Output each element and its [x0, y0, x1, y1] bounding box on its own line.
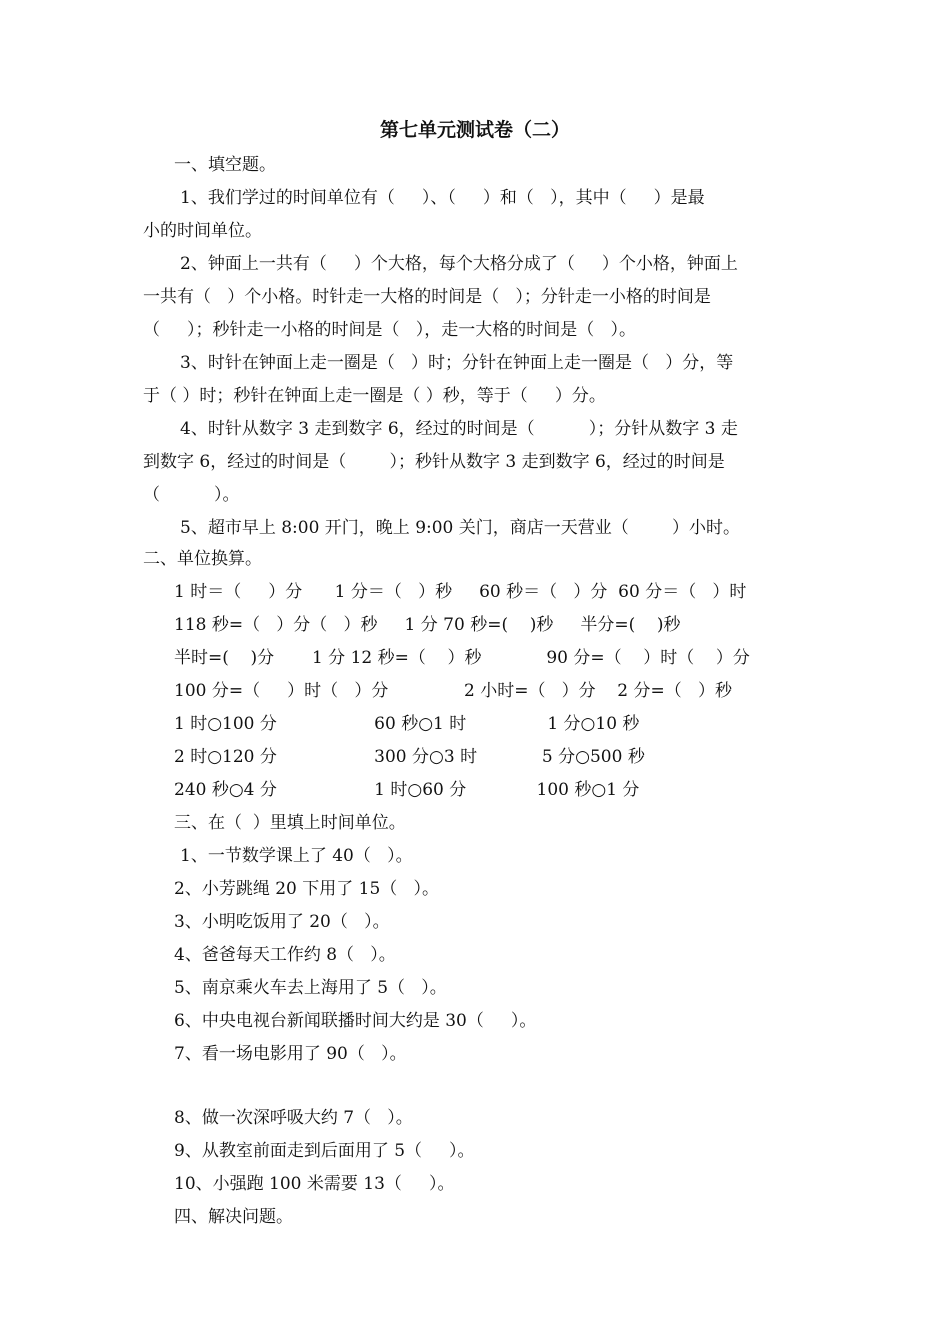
section3-item-5: 5、南京乘火车去上海用了 5（ ）。 [174, 978, 447, 998]
section4-heading: 四、解决问题。 [174, 1207, 293, 1227]
section3-item-9: 9、从教室前面走到后面用了 5（ ）。 [174, 1141, 475, 1161]
section3-heading: 三、在（ ）里填上时间单位。 [174, 813, 406, 833]
section2-line-7: 240 秒○4 分 1 时○60 分 100 秒○1 分 [174, 780, 640, 800]
section2-heading: 二、单位换算。 [143, 549, 262, 569]
section1-line-2: 小的时间单位。 [143, 221, 262, 241]
section1-line-3: 2、钟面上一共有（ ）个大格，每个大格分成了（ ）个小格，钟面上 [180, 254, 738, 274]
section2-line-5: 1 时○100 分 60 秒○1 时 1 分○10 秒 [174, 714, 640, 734]
section3-item-4: 4、爸爸每天工作约 8（ ）。 [174, 945, 396, 965]
section3-item-10: 10、小强跑 100 米需要 13（ ）。 [174, 1174, 455, 1194]
section1-line-10: （ ）。 [143, 485, 240, 505]
section1-line-11: 5、超市早上 8:00 开门，晚上 9:00 关门，商店一天营业（ ）小时。 [180, 518, 741, 538]
section2-line-1: 1 时＝（ ）分 1 分＝（ ）秒 60 秒＝（ ）分 60 分＝（ ）时 [174, 582, 747, 602]
section3-item-2: 2、小芳跳绳 20 下用了 15（ ）。 [174, 879, 440, 899]
page-title: 第七单元测试卷（二） [379, 119, 570, 141]
section3-item-7: 7、看一场电影用了 90（ ）。 [174, 1044, 407, 1064]
section1-line-4: 一共有（ ）个小格。时针走一大格的时间是（ ）；分针走一小格的时间是 [143, 287, 711, 307]
section2-line-3: 半时=( )分 1 分 12 秒=（ ）秒 90 分=（ ）时（ ）分 [174, 648, 750, 668]
section1-line-9: 到数字 6，经过的时间是（ ）；秒针从数字 3 走到数字 6，经过的时间是 [143, 452, 725, 472]
section3-item-6: 6、中央电视台新闻联播时间大约是 30（ ）。 [174, 1011, 537, 1031]
section1-heading: 一、填空题。 [174, 155, 276, 175]
section3-item-3: 3、小明吃饭用了 20（ ）。 [174, 912, 390, 932]
section2-line-2: 118 秒=（ ）分（ ）秒 1 分 70 秒=( )秒 半分=( )秒 [174, 615, 681, 635]
section3-item-8: 8、做一次深呼吸大约 7（ ）。 [174, 1108, 413, 1128]
section1-line-6: 3、时针在钟面上走一圈是（ ）时；分针在钟面上走一圈是（ ）分，等 [180, 353, 734, 373]
section2-line-4: 100 分=（ ）时（ ）分 2 小时=（ ）分 2 分=（ ）秒 [174, 681, 732, 701]
section1-line-5: （ ）；秒针走一小格的时间是（ ），走一大格的时间是（ ）。 [143, 320, 636, 340]
section1-line-7: 于（ ）时；秒针在钟面上走一圈是（ ）秒，等于（ ）分。 [143, 386, 606, 406]
section1-line-1: 1、我们学过的时间单位有（ ）、（ ）和（ ），其中（ ）是最 [180, 188, 705, 208]
section2-line-6: 2 时○120 分 300 分○3 时 5 分○500 秒 [174, 747, 645, 767]
section1-line-8: 4、时针从数字 3 走到数字 6，经过的时间是（ ）；分针从数字 3 走 [180, 419, 738, 439]
section3-item-1: 1、一节数学课上了 40（ ）。 [180, 846, 413, 866]
